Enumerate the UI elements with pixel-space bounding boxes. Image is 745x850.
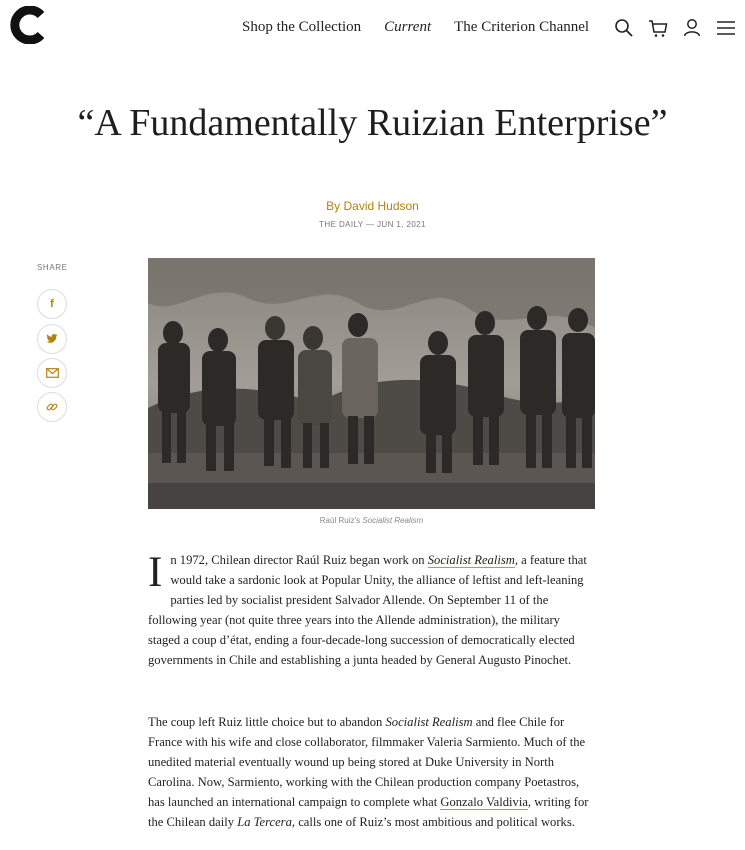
nav-current[interactable]: Current <box>384 19 432 35</box>
p1-text-1: n 1972, Chilean director Raúl Ruiz began work on <box>170 553 428 567</box>
criterion-logo[interactable] <box>10 6 48 44</box>
link-icon <box>46 401 58 413</box>
article-paragraph-2 <box>148 712 595 832</box>
p2-text-2: and flee Chile for France with his wife and close collaborator, filmmaker Valeria Sarmiento. Much of the unedited material eventually wound up being stored at Duke University in North Carolina. Now, Sarmiento, working with the Chilean production company Poetastros, has launched an international campaign to complete what <box>148 715 586 809</box>
account-icon[interactable] <box>682 17 702 39</box>
publish-date: JUN 1, 2021 <box>377 220 426 229</box>
drop-cap: I <box>148 549 163 596</box>
p1-text-2: , a feature that would take a sardonic look at Popular Unity, the alliance of leftist and left-leaning parties led by socialist president Salvador Allende. On September 11 of the following year (not quite three years into the Allende administration), the military staged a coup d’état, ending a four-decade-long succession of democratically elected governments in Chile and establishing a junta headed by General Augusto Pinochet. <box>148 553 587 667</box>
article-paragraph-1 <box>148 550 595 670</box>
section-label[interactable]: THE DAILY <box>319 220 364 229</box>
meta-separator: — <box>365 220 377 229</box>
share-link-button[interactable] <box>37 392 67 422</box>
image-caption <box>148 516 595 525</box>
p2-em-1: Socialist Realism <box>385 715 473 729</box>
share-label: SHARE <box>37 263 68 272</box>
socialist-realism-link[interactable]: Socialist Realism <box>427 553 515 567</box>
share-facebook-button[interactable] <box>37 289 67 319</box>
p2-text-1: The coup left Ruiz little choice but to abandon <box>148 715 386 729</box>
article-meta <box>0 220 745 229</box>
facebook-icon: f <box>50 298 54 310</box>
gonzalo-valdivia-link[interactable]: Gonzalo Valdivia <box>440 795 528 809</box>
article-image <box>148 258 595 509</box>
nav-shop-the-collection[interactable]: Shop the Collection <box>242 19 362 35</box>
p2-text-3: , writing for the Chilean daily <box>148 795 589 829</box>
search-icon[interactable] <box>614 17 634 39</box>
byline-prefix: By <box>326 199 341 213</box>
twitter-icon <box>46 334 58 344</box>
main-nav <box>242 19 589 36</box>
byline <box>0 199 745 213</box>
p2-em-2: La Tercera, <box>237 815 296 829</box>
share-email-button[interactable] <box>37 358 67 388</box>
caption-title: Socialist Realism <box>362 516 424 525</box>
header-icons <box>614 17 736 39</box>
caption-prefix: Raúl Ruiz’s <box>319 516 361 525</box>
share-twitter-button[interactable] <box>37 324 67 354</box>
article-title: “A Fundamentally Ruizian Enterprise” <box>77 102 668 144</box>
menu-icon[interactable] <box>716 17 736 39</box>
email-icon <box>46 368 59 378</box>
author-link[interactable]: David Hudson <box>343 199 419 213</box>
nav-criterion-channel[interactable]: The Criterion Channel <box>454 19 590 35</box>
p2-text-4: calls one of Ruiz’s most ambitious and political works. <box>295 815 575 829</box>
cart-icon[interactable] <box>648 17 668 39</box>
